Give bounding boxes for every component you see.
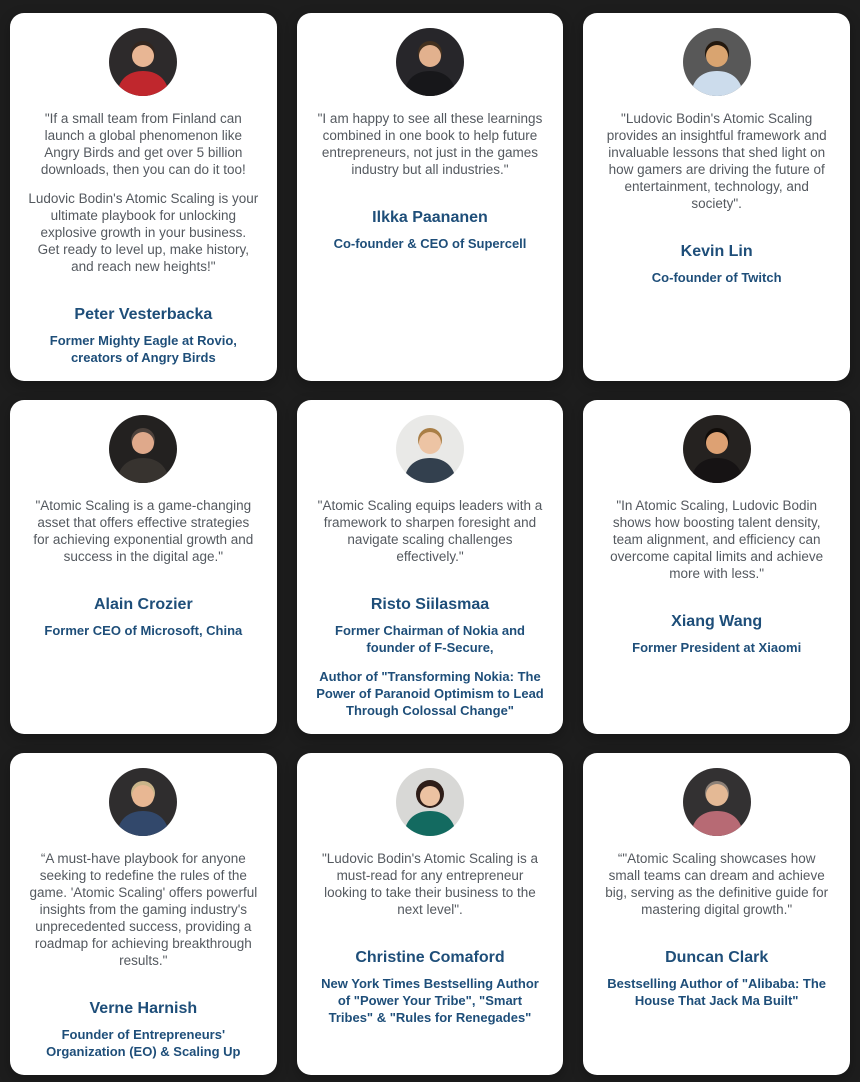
person-photo xyxy=(109,768,177,836)
person-title xyxy=(601,975,832,1009)
person-name: Kevin Lin xyxy=(680,243,753,260)
testimonial-quote xyxy=(601,497,832,582)
testimonial-quote xyxy=(315,850,546,918)
quote-paragraph: “"Atomic Scaling showcases how small teams can dream and achieve big, serving as the definitive guide for mastering digital growth." xyxy=(605,851,829,917)
person-name: Ilkka Paananen xyxy=(372,209,488,226)
person-title xyxy=(28,622,259,639)
title-paragraph: Author of "Transforming Nokia: The Power of Paranoid Optimism to Lead Through Colossal Change" xyxy=(316,669,544,718)
person-photo xyxy=(683,28,751,96)
title-paragraph: Co-founder & CEO of Supercell xyxy=(333,236,527,251)
person-name: Xiang Wang xyxy=(671,613,763,630)
person-name: Verne Harnish xyxy=(89,1000,198,1017)
quote-paragraph: Ludovic Bodin's Atomic Scaling is your ultimate playbook for unlocking explosive growth in your business. Get ready to level up, make history, and reach new heights!" xyxy=(28,191,259,274)
person-name: Alain Crozier xyxy=(93,596,193,613)
person-title xyxy=(28,332,259,366)
person-photo xyxy=(109,415,177,483)
person-title xyxy=(315,622,546,719)
avatar xyxy=(396,768,464,836)
avatar-face xyxy=(706,432,728,454)
quote-paragraph: "If a small team from Finland can launch a global phenomenon like Angry Birds and get over 5 billion downloads, then you can do it too! xyxy=(40,111,246,177)
avatar xyxy=(109,415,177,483)
avatar-face xyxy=(420,786,440,806)
quote-paragraph: "Ludovic Bodin's Atomic Scaling is a must-read for any entrepreneur looking to take their business to the next level". xyxy=(322,851,538,917)
person-title xyxy=(315,975,546,1026)
testimonial-quote xyxy=(601,110,832,212)
testimonial-quote xyxy=(28,497,259,565)
title-paragraph: Former CEO of Microsoft, China xyxy=(44,623,243,638)
testimonial-card-ilkka-paananen xyxy=(297,13,564,381)
quote-paragraph: "Atomic Scaling is a game-changing asset that offers effective strategies for achieving exponential growth and success in the digital age." xyxy=(33,498,254,564)
testimonial-quote xyxy=(315,497,546,565)
person-name: Risto Siilasmaa xyxy=(370,596,490,613)
testimonial-card-christine-comaford xyxy=(297,753,564,1075)
quote-paragraph: "I am happy to see all these learnings combined in one book to help future entrepreneurs, not just in the games industry but all industries." xyxy=(317,111,543,177)
person-title xyxy=(28,1026,259,1060)
testimonial-card-peter-vesterbacka xyxy=(10,13,277,381)
person-photo xyxy=(683,415,751,483)
person-photo xyxy=(396,768,464,836)
title-paragraph: Bestselling Author of "Alibaba: The House That Jack Ma Built" xyxy=(607,976,827,1008)
person-photo xyxy=(683,768,751,836)
avatar xyxy=(109,28,177,96)
person-name: Peter Vesterbacka xyxy=(74,306,213,323)
testimonial-quote xyxy=(28,110,259,275)
title-paragraph: New York Times Bestselling Author of "Power Your Tribe", "Smart Tribes" & "Rules for Renegades" xyxy=(321,976,539,1025)
testimonial-card-xiang-wang xyxy=(583,400,850,734)
testimonial-quote xyxy=(315,110,546,178)
avatar-face xyxy=(706,784,728,806)
person-photo xyxy=(109,28,177,96)
avatar-face xyxy=(132,45,154,67)
person-photo xyxy=(396,28,464,96)
title-paragraph: Co-founder of Twitch xyxy=(651,270,782,285)
title-paragraph: Founder of Entrepreneurs' Organization (EO) & Scaling Up xyxy=(46,1027,241,1059)
quote-paragraph: "In Atomic Scaling, Ludovic Bodin shows how boosting talent density, team alignment, and efficiency can overcome capital limits and achieve more with less." xyxy=(610,498,824,581)
person-name: Duncan Clark xyxy=(665,949,769,966)
testimonial-card-alain-crozier xyxy=(10,400,277,734)
avatar xyxy=(396,28,464,96)
testimonial-card-kevin-lin xyxy=(583,13,850,381)
avatar-face xyxy=(706,45,728,67)
title-paragraph: Former Chairman of Nokia and founder of F-Secure, xyxy=(335,623,525,655)
avatar-face xyxy=(132,785,154,807)
avatar xyxy=(396,415,464,483)
testimonial-card-risto-siilasmaa xyxy=(297,400,564,734)
avatar-face xyxy=(419,45,441,67)
person-photo xyxy=(396,415,464,483)
person-title xyxy=(315,235,546,252)
title-paragraph: Former President at Xiaomi xyxy=(632,640,802,655)
avatar xyxy=(109,768,177,836)
testimonial-quote xyxy=(28,850,259,969)
avatar xyxy=(683,768,751,836)
testimonial-card-duncan-clark xyxy=(583,753,850,1075)
person-title xyxy=(601,639,832,656)
quote-paragraph: “A must-have playbook for anyone seeking to redefine the rules of the game. 'Atomic Scaling' offers powerful insights from the gaming industry's unprecedented success, providing a roadmap for achieving breakthrough results." xyxy=(29,851,258,968)
avatar xyxy=(683,28,751,96)
avatar-face xyxy=(419,432,441,454)
quote-paragraph: "Atomic Scaling equips leaders with a framework to sharpen foresight and navigate scaling challenges effectively." xyxy=(317,498,543,564)
person-name: Christine Comaford xyxy=(355,949,505,966)
title-paragraph: Former Mighty Eagle at Rovio, creators of Angry Birds xyxy=(49,333,237,365)
person-title xyxy=(601,269,832,286)
quote-paragraph: "Ludovic Bodin's Atomic Scaling provides an insightful framework and invaluable lessons that shed light on how gamers are driving the future of entertainment, technology, and society". xyxy=(606,111,827,211)
testimonial-card-verne-harnish xyxy=(10,753,277,1075)
avatar xyxy=(683,415,751,483)
testimonial-quote xyxy=(601,850,832,918)
avatar-face xyxy=(132,432,154,454)
